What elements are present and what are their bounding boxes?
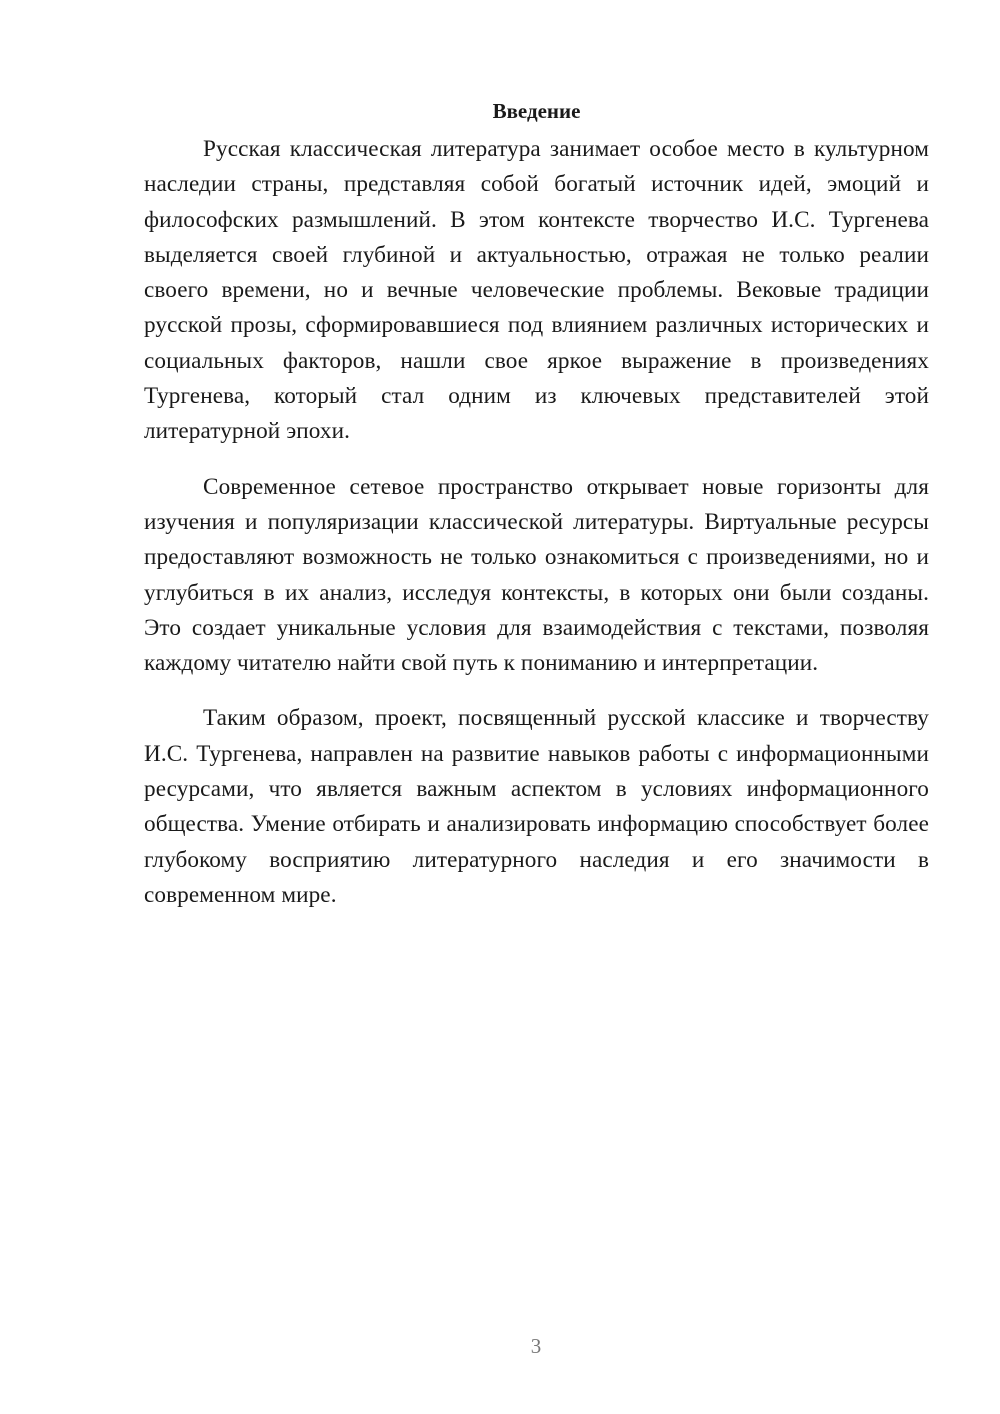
section-title: Введение (492, 99, 581, 123)
page-content (144, 96, 929, 933)
paragraph-2: Современное сетевое пространство открывает новые горизонты для изучения и популяризации классической литературы. Виртуальные ресурсы предоставляют возможность не только ознакомиться с произведениями, но и углубиться в их анализ, исследуя контексты, в которых они были созданы. Это создает уникальные условия для взаимодействия с текстами, позволяя каждому читателю найти свой путь к пониманию и интерпретации. (144, 473, 929, 677)
paragraph-3: Таким образом, проект, посвященный русской классике и творчеству И.С. Тургенева, направлен на развитие навыков работы с информационными ресурсами, что является важным аспектом в условиях информационного общества. Умение отбирать и анализировать информацию способствует более глубокому восприятию литературного наследия и его значимости в современном мире. (144, 705, 929, 908)
paragraph-1: Русская классическая литература занимает особое место в культурном наследии страны, представляя собой богатый источник идей, эмоций и философских размышлений. В этом контексте творчество И.С. Тургенева выделяется своей глубиной и актуальностью, отражая не только реалии своего времени, но и вечные человеческие проблемы. Вековые традиции русской прозы, сформировавшиеся под влиянием различных исторических и социальных факторов, нашли свое яркое выражение в произведениях Тургенева, который стал одним из ключевых представителей этой литературной эпохи. (144, 136, 929, 445)
page-number: 3 (530, 1334, 542, 1358)
